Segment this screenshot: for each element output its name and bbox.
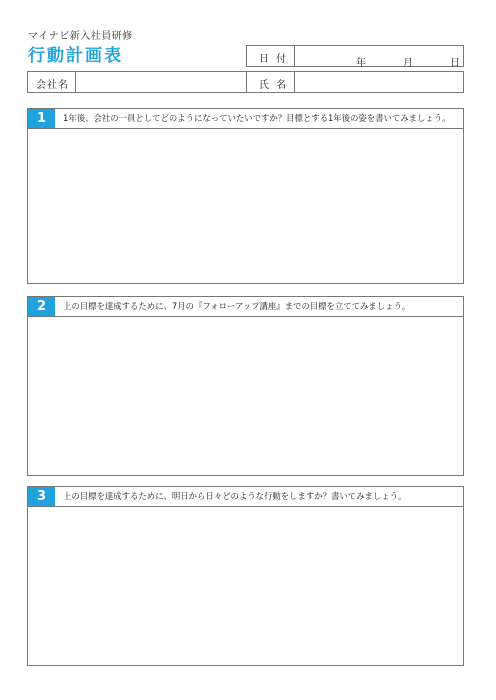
name-label: 氏 名 (259, 80, 289, 91)
date-day: 日 (450, 58, 460, 69)
section-3-answer-area[interactable] (28, 507, 463, 665)
section-3-question: 上の目標を達成するために、明日から日々どのような行動をしますか？書いてみましょう。 (63, 491, 407, 501)
section-3-header (28, 487, 463, 507)
date-year: 年 (356, 58, 366, 69)
name-field[interactable] (294, 71, 464, 93)
page-title: 行動計画表 (28, 46, 123, 66)
section-1-answer-area[interactable] (28, 129, 463, 283)
section-1 (27, 108, 464, 284)
company-label-cell (27, 71, 76, 93)
date-field[interactable] (294, 45, 464, 67)
company-field[interactable] (75, 71, 247, 93)
date-label-cell (246, 45, 295, 67)
name-label-cell (246, 71, 295, 93)
date-month: 月 (403, 58, 413, 69)
section-1-number: 1 (28, 109, 55, 128)
section-2-header (28, 297, 463, 317)
section-2-question: 上の目標を達成するために、7月の『フォローアップ講座』までの目標を立ててみましょう。 (63, 301, 411, 311)
section-1-question: 1年後、会社の一員としてどのようになっていたいですか？目標とする1年後の姿を書いてみましょう。 (63, 113, 451, 123)
page-subtitle: マイナビ新入社員研修 (28, 31, 133, 42)
section-1-header (28, 109, 463, 129)
date-label: 日 付 (259, 54, 289, 65)
section-3-number: 3 (28, 487, 55, 506)
company-label: 会社名 (36, 80, 69, 91)
section-2 (27, 296, 464, 476)
section-2-number: 2 (28, 297, 55, 316)
section-3 (27, 486, 464, 666)
section-2-answer-area[interactable] (28, 317, 463, 475)
